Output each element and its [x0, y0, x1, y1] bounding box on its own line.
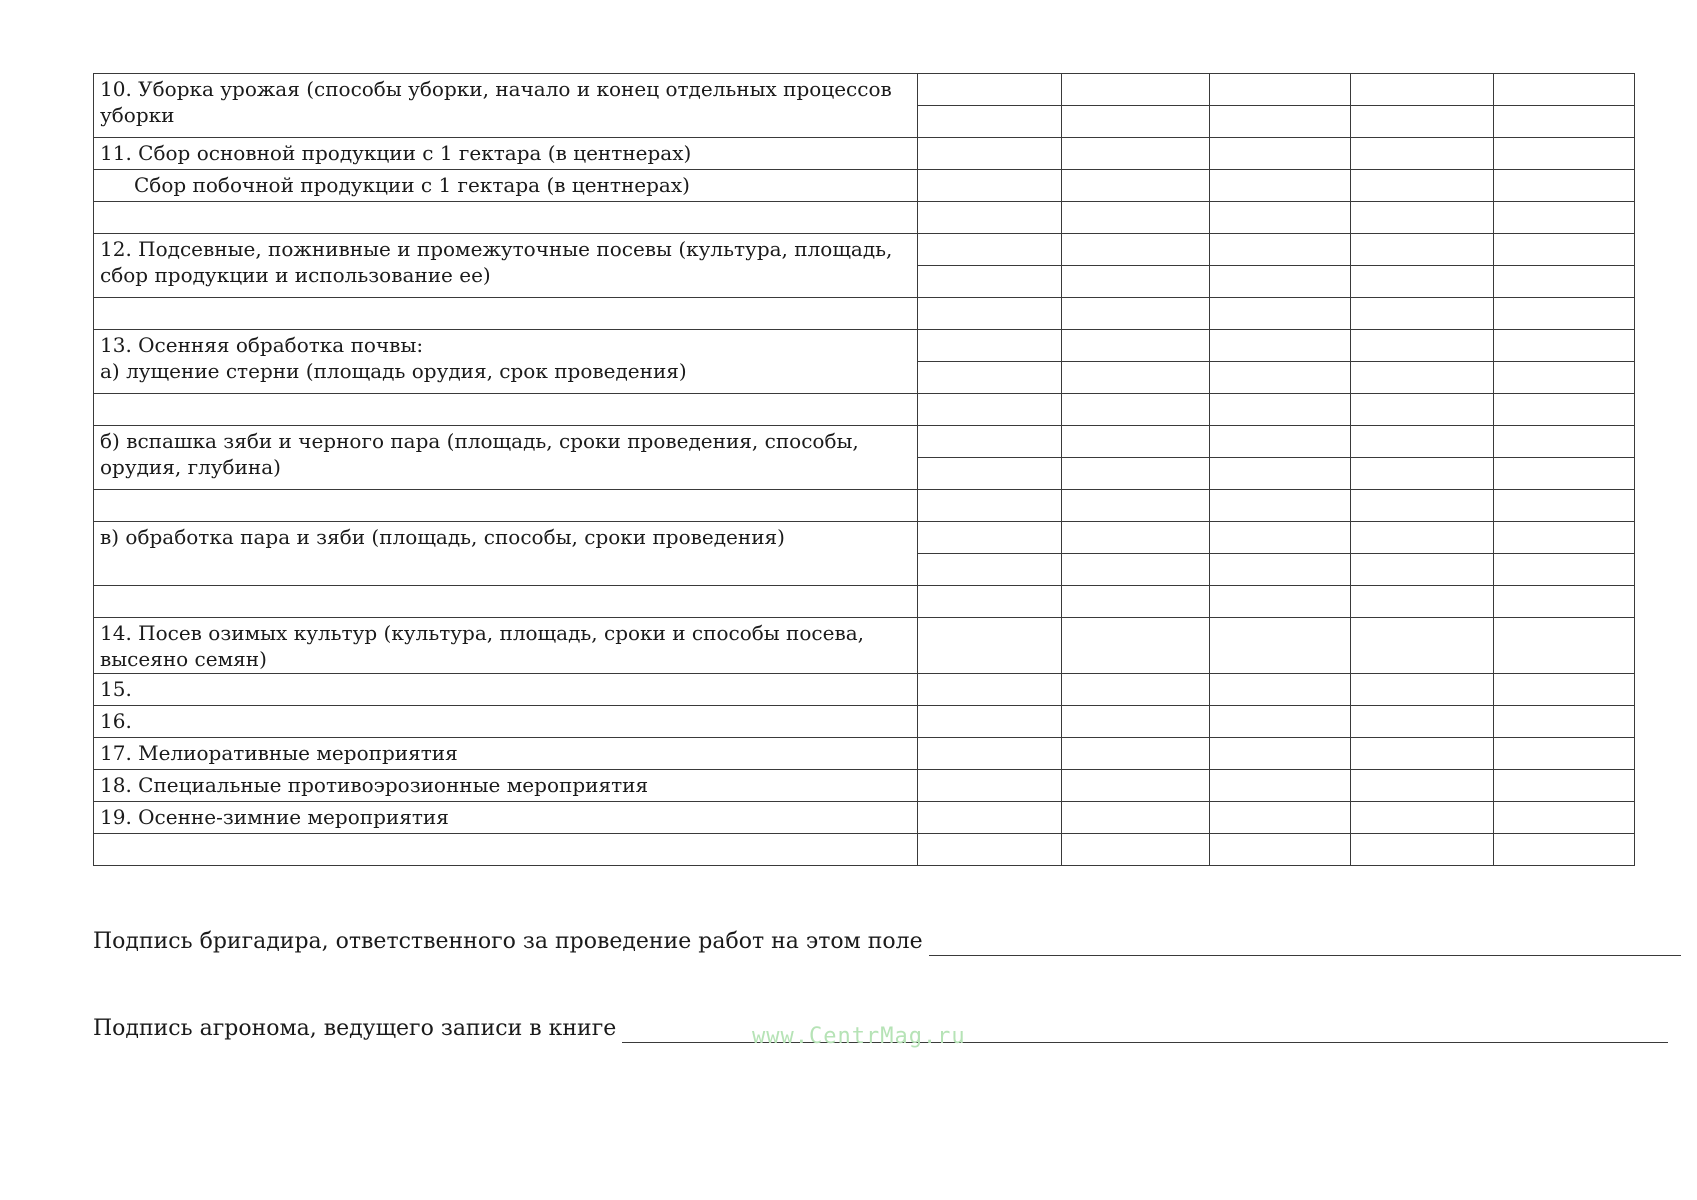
data-cell[interactable] [1210, 834, 1351, 866]
data-cell[interactable] [1351, 618, 1494, 674]
data-cell[interactable] [1351, 834, 1494, 866]
table-row [94, 802, 1635, 834]
table-row [94, 234, 1635, 266]
table-row [94, 586, 1635, 618]
data-cell[interactable] [918, 170, 1062, 202]
data-cell[interactable] [1494, 618, 1635, 674]
data-cell[interactable] [1351, 202, 1494, 234]
data-cell[interactable] [1062, 266, 1210, 298]
data-cell[interactable] [1351, 330, 1494, 362]
data-cell[interactable] [918, 362, 1062, 394]
data-cell[interactable] [918, 394, 1062, 426]
data-cell[interactable] [1351, 138, 1494, 170]
data-cell[interactable] [1062, 234, 1210, 266]
data-cell[interactable] [1351, 706, 1494, 738]
data-cell[interactable] [1494, 170, 1635, 202]
table-row [94, 394, 1635, 426]
data-cell[interactable] [918, 298, 1062, 330]
data-cell[interactable] [1062, 706, 1210, 738]
data-cell[interactable] [1210, 74, 1351, 106]
data-cell[interactable] [1351, 802, 1494, 834]
data-cell[interactable] [1062, 522, 1210, 554]
data-cell[interactable] [1351, 298, 1494, 330]
data-cell[interactable] [1210, 362, 1351, 394]
row-label: 15. [94, 674, 918, 706]
data-cell[interactable] [1494, 298, 1635, 330]
data-cell[interactable] [1494, 522, 1635, 554]
data-cell[interactable] [1494, 266, 1635, 298]
data-cell[interactable] [1351, 770, 1494, 802]
data-cell[interactable] [1494, 770, 1635, 802]
data-cell[interactable] [1494, 490, 1635, 522]
data-cell[interactable] [1351, 674, 1494, 706]
data-cell[interactable] [918, 458, 1062, 490]
data-cell[interactable] [1062, 554, 1210, 586]
data-cell[interactable] [918, 618, 1062, 674]
data-cell[interactable] [918, 522, 1062, 554]
row-label: в) обработка пара и зяби (площадь, способы, сроки проведения) [94, 522, 918, 586]
data-cell[interactable] [918, 490, 1062, 522]
data-cell[interactable] [1210, 770, 1351, 802]
data-cell[interactable] [1494, 138, 1635, 170]
data-cell[interactable] [1494, 74, 1635, 106]
data-cell[interactable] [1494, 426, 1635, 458]
table-row [94, 674, 1635, 706]
data-cell[interactable] [1494, 330, 1635, 362]
table-row [94, 738, 1635, 770]
data-cell[interactable] [1062, 618, 1210, 674]
data-cell[interactable] [918, 266, 1062, 298]
table-row [94, 706, 1635, 738]
table-row [94, 138, 1635, 170]
data-cell[interactable] [1351, 362, 1494, 394]
field-record-table [93, 73, 1635, 866]
data-cell[interactable] [918, 138, 1062, 170]
data-cell[interactable] [1494, 362, 1635, 394]
data-cell[interactable] [1210, 674, 1351, 706]
row-label: 11. Сбор основной продукции с 1 гектара (в центнерах) [94, 138, 918, 170]
table-row [94, 298, 1635, 330]
data-cell[interactable] [1351, 738, 1494, 770]
row-label: 10. Уборка урожая (способы уборки, начало и конец отдельных процессов уборки [94, 74, 918, 138]
data-cell[interactable] [1351, 426, 1494, 458]
watermark: www.CentrMag.ru [752, 1024, 966, 1049]
data-cell[interactable] [1210, 490, 1351, 522]
data-cell[interactable] [918, 330, 1062, 362]
data-cell[interactable] [1210, 266, 1351, 298]
row-label [94, 490, 918, 522]
row-label: 16. [94, 706, 918, 738]
data-cell[interactable] [918, 802, 1062, 834]
data-cell[interactable] [1351, 266, 1494, 298]
row-label [94, 394, 918, 426]
data-cell[interactable] [918, 770, 1062, 802]
table-row [94, 330, 1635, 362]
agronomist-signature-label: Подпись агронома, ведущего записи в книге [93, 1016, 617, 1041]
row-label: Сбор побочной продукции с 1 гектара (в центнерах) [94, 170, 918, 202]
data-cell[interactable] [1351, 586, 1494, 618]
data-cell[interactable] [1062, 138, 1210, 170]
data-cell[interactable] [1062, 458, 1210, 490]
data-cell[interactable] [1062, 426, 1210, 458]
data-cell[interactable] [1210, 618, 1351, 674]
data-cell[interactable] [918, 554, 1062, 586]
data-cell[interactable] [1351, 170, 1494, 202]
data-cell[interactable] [1351, 234, 1494, 266]
data-cell[interactable] [1494, 202, 1635, 234]
table-row [94, 618, 1635, 674]
table-row [94, 74, 1635, 106]
brigadier-signature-line[interactable] [929, 933, 1681, 956]
data-cell[interactable] [918, 74, 1062, 106]
brigadier-signature [93, 928, 1681, 956]
row-label: 18. Специальные противоэрозионные мероприятия [94, 770, 918, 802]
data-cell[interactable] [1351, 458, 1494, 490]
data-cell[interactable] [1210, 522, 1351, 554]
data-cell[interactable] [1210, 330, 1351, 362]
data-cell[interactable] [1210, 234, 1351, 266]
data-cell[interactable] [1494, 554, 1635, 586]
data-cell[interactable] [1210, 170, 1351, 202]
brigadier-signature-label: Подпись бригадира, ответственного за проведение работ на этом поле [93, 929, 923, 954]
data-cell[interactable] [1351, 490, 1494, 522]
data-cell[interactable] [1210, 458, 1351, 490]
table-row [94, 490, 1635, 522]
row-label: 13. Осенняя обработка почвы: а) лущение стерни (площадь орудия, срок проведения) [94, 330, 918, 394]
data-cell[interactable] [918, 234, 1062, 266]
data-cell[interactable] [1494, 802, 1635, 834]
data-cell[interactable] [1351, 554, 1494, 586]
data-cell[interactable] [918, 834, 1062, 866]
data-cell[interactable] [918, 738, 1062, 770]
data-cell[interactable] [918, 706, 1062, 738]
data-cell[interactable] [1494, 458, 1635, 490]
row-label [94, 834, 918, 866]
table-row [94, 834, 1635, 866]
data-cell[interactable] [1351, 522, 1494, 554]
data-cell[interactable] [1494, 234, 1635, 266]
data-cell[interactable] [1062, 586, 1210, 618]
table-row [94, 426, 1635, 458]
data-cell[interactable] [1210, 298, 1351, 330]
data-cell[interactable] [918, 674, 1062, 706]
row-label [94, 202, 918, 234]
data-cell[interactable] [1210, 802, 1351, 834]
data-cell[interactable] [1210, 202, 1351, 234]
data-cell[interactable] [1062, 394, 1210, 426]
data-cell[interactable] [1062, 330, 1210, 362]
table-row [94, 202, 1635, 234]
data-cell[interactable] [1062, 74, 1210, 106]
data-cell[interactable] [918, 426, 1062, 458]
row-label: 17. Мелиоративные мероприятия [94, 738, 918, 770]
data-cell[interactable] [918, 586, 1062, 618]
row-label: 12. Подсевные, пожнивные и промежуточные посевы (культура, площадь, сбор продукции и использование ее) [94, 234, 918, 298]
data-cell[interactable] [1062, 738, 1210, 770]
data-cell[interactable] [1062, 362, 1210, 394]
table-row [94, 770, 1635, 802]
data-cell[interactable] [1494, 738, 1635, 770]
data-cell[interactable] [1062, 298, 1210, 330]
data-cell[interactable] [918, 202, 1062, 234]
data-cell[interactable] [1494, 394, 1635, 426]
data-cell[interactable] [1494, 834, 1635, 866]
row-label [94, 298, 918, 330]
data-cell[interactable] [1062, 834, 1210, 866]
table-row [94, 522, 1635, 554]
data-cell[interactable] [1062, 490, 1210, 522]
data-cell[interactable] [1062, 202, 1210, 234]
data-cell[interactable] [918, 106, 1062, 138]
row-label: б) вспашка зяби и черного пара (площадь, сроки проведения, способы, орудия, глубина) [94, 426, 918, 490]
data-cell[interactable] [1494, 106, 1635, 138]
data-cell[interactable] [1062, 106, 1210, 138]
data-cell[interactable] [1210, 586, 1351, 618]
data-cell[interactable] [1494, 706, 1635, 738]
data-cell[interactable] [1210, 738, 1351, 770]
data-cell[interactable] [1210, 554, 1351, 586]
data-cell[interactable] [1210, 426, 1351, 458]
data-cell[interactable] [1351, 106, 1494, 138]
data-cell[interactable] [1062, 802, 1210, 834]
data-cell[interactable] [1210, 706, 1351, 738]
data-cell[interactable] [1210, 106, 1351, 138]
data-cell[interactable] [1494, 586, 1635, 618]
data-cell[interactable] [1351, 394, 1494, 426]
row-label: 14. Посев озимых культур (культура, площадь, сроки и способы посева, высеяно семян) [94, 618, 918, 674]
data-cell[interactable] [1494, 674, 1635, 706]
data-cell[interactable] [1062, 770, 1210, 802]
data-cell[interactable] [1351, 74, 1494, 106]
row-label [94, 586, 918, 618]
row-label: 19. Осенне-зимние мероприятия [94, 802, 918, 834]
data-cell[interactable] [1062, 170, 1210, 202]
data-cell[interactable] [1210, 394, 1351, 426]
data-cell[interactable] [1210, 138, 1351, 170]
data-cell[interactable] [1062, 674, 1210, 706]
table-row [94, 170, 1635, 202]
